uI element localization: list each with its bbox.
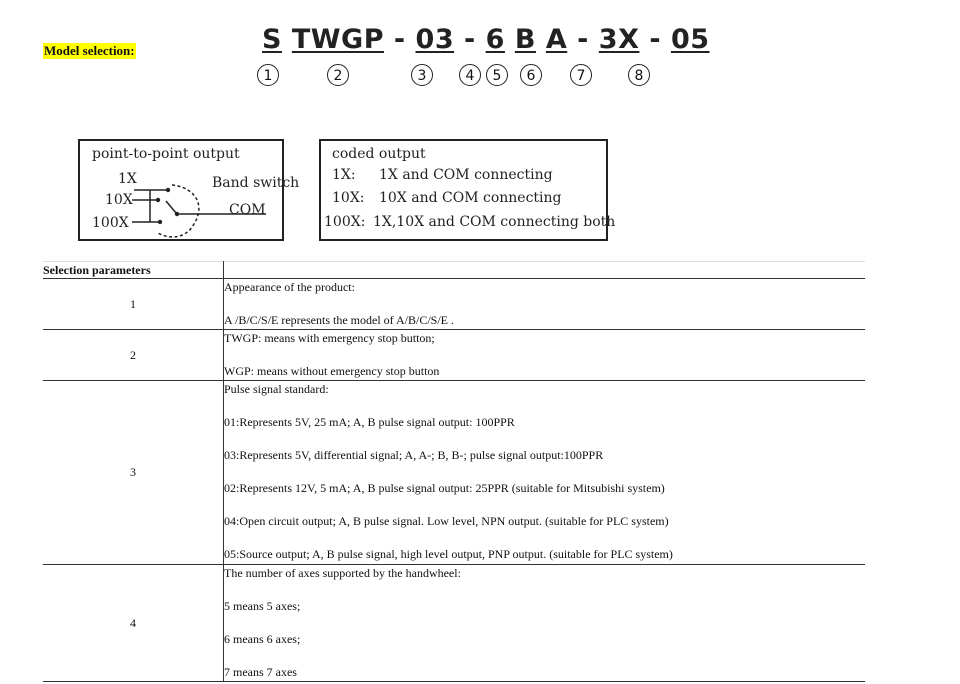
description-line: 03:Represents 5V, differential signal; A, A-; B, B-; pulse signal output:100PPR [224, 448, 604, 462]
code-segment-a: A [545, 24, 568, 55]
code-segment-3x: 3X [598, 24, 640, 55]
description-line: WGP: means without emergency stop button [224, 364, 440, 378]
selection-parameters-table [43, 261, 865, 682]
label-com: COM [229, 202, 266, 218]
coded-box-title: coded output [332, 146, 426, 162]
position-number-5: 5 [486, 64, 508, 86]
description-line: 6 means 6 axes; [224, 632, 301, 646]
position-number-7: 7 [570, 64, 592, 86]
coded-text-100x: 1X,10X and COM connecting both [373, 214, 616, 230]
label-1x: 1X [118, 171, 137, 187]
coded-key-10x: 10X: [332, 190, 365, 206]
code-dash: - [393, 24, 406, 55]
position-number-4: 4 [459, 64, 481, 86]
code-segment-03: 03 [415, 24, 455, 55]
coded-text-1x: 1X and COM connecting [379, 167, 553, 183]
code-segment-05: 05 [670, 24, 710, 55]
description-line: 5 means 5 axes; [224, 599, 301, 613]
code-segment-6: 6 [485, 24, 505, 55]
table-header-row [43, 262, 865, 279]
model-selection-label: Model selection: [44, 43, 135, 58]
table-row [43, 330, 865, 381]
coded-key-1x: 1X: [332, 167, 356, 183]
position-number-2: 2 [327, 64, 349, 86]
description-line: A /B/C/S/E represents the model of A/B/C/S/E . [224, 313, 454, 327]
code-dash: - [577, 24, 589, 55]
code-dash: - [464, 24, 476, 55]
label-10x: 10X [105, 192, 133, 208]
code-segment-twgp: TWGP [291, 24, 385, 55]
code-dash: - [649, 24, 662, 55]
row-number: 1 [43, 279, 224, 330]
row-description [224, 279, 866, 330]
row-number: 4 [43, 565, 224, 682]
code-segment-s: S [262, 24, 282, 55]
row-description [224, 330, 866, 381]
coded-output-box [319, 139, 616, 241]
description-line: 01:Represents 5V, 25 mA; A, B pulse signal output: 100PPR [224, 415, 515, 429]
point-to-point-output-box [78, 139, 300, 241]
row-number: 2 [43, 330, 224, 381]
description-line: 7 means 7 axes [224, 665, 297, 679]
row-description [224, 381, 866, 565]
position-number-1: 1 [257, 64, 279, 86]
label-100x: 100X [92, 215, 129, 231]
description-line: The number of axes supported by the handwheel: [224, 566, 461, 580]
description-line: Pulse signal standard: [224, 382, 329, 396]
coded-key-100x: 100X: [324, 214, 366, 230]
table-row [43, 381, 865, 565]
description-line: Appearance of the product: [224, 280, 355, 294]
model-code [262, 24, 710, 56]
position-number-3: 3 [411, 64, 433, 86]
description-line: 02:Represents 12V, 5 mA; A, B pulse signal output: 25PPR (suitable for Mitsubishi system) [224, 481, 665, 495]
point-box-title: point-to-point output [92, 146, 240, 162]
switch-diagram [80, 141, 286, 243]
position-number-8: 8 [628, 64, 650, 86]
description-line: 04:Open circuit output; A, B pulse signal. Low level, NPN output. (suitable for PLC system) [224, 514, 669, 528]
description-line: TWGP: means with emergency stop button; [224, 331, 435, 345]
label-band-switch: Band switch [212, 175, 300, 191]
row-description [224, 565, 866, 682]
table-row [43, 565, 865, 682]
description-line: 05:Source output; A, B pulse signal, high level output, PNP output. (suitable for PLC system) [224, 547, 673, 561]
table-header: Selection parameters [43, 262, 224, 279]
code-segment-b: B [514, 24, 536, 55]
position-number-6: 6 [520, 64, 542, 86]
coded-text-10x: 10X and COM connecting [379, 190, 562, 206]
table-row [43, 279, 865, 330]
row-number: 3 [43, 381, 224, 565]
